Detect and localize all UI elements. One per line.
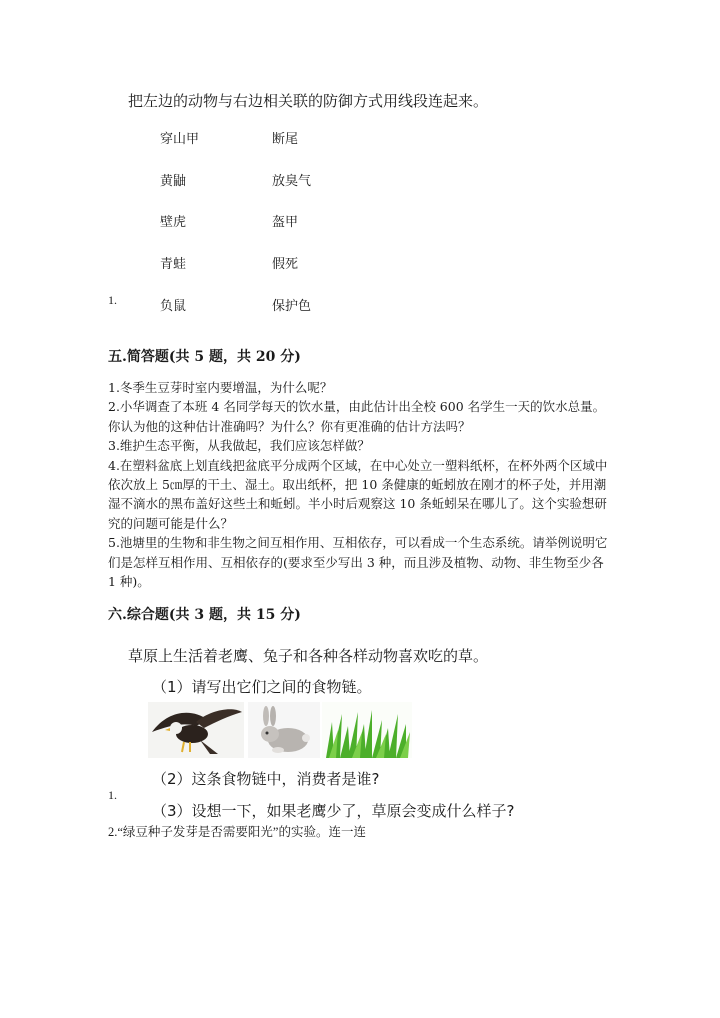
section-title: 五.简答题(共 5 题，共 20 分): [108, 349, 301, 365]
question-text: 2.小华调查了本班 4 名同学每天的饮水量，由此估计出全校 600 名学生一天的饮水总量。你认为他的这种估计准确吗？为什么？你有更准确的估计方法吗？: [108, 399, 606, 434]
matching-right-item: 断尾: [272, 132, 299, 147]
matching-left-item: 负鼠: [160, 299, 187, 314]
section-title: 六.综合题(共 3 题，共 15 分): [108, 607, 301, 623]
sub-question: （2）这条食物链中，消费者是谁?: [152, 770, 380, 788]
question-text: 3.维护生态平衡，从我做起，我们应该怎样做？: [108, 438, 370, 454]
matching-right-item: 盔甲: [272, 215, 299, 230]
question-text: 2.“绿豆种子发芽是否需要阳光”的实验。连一连: [108, 825, 366, 839]
rabbit-image: [248, 702, 320, 758]
matching-right-item: 放臭气: [272, 174, 312, 189]
question-text: 1.冬季生豆芽时室内要增温，为什么呢？: [108, 380, 333, 395]
sub-question: （1）请写出它们之间的食物链。: [152, 678, 372, 696]
sub-question: （3）设想一下，如果老鹰少了，草原会变成什么样子?: [152, 802, 515, 820]
matching-left-item: 穿山甲: [160, 132, 200, 147]
question-text: 5.池塘里的生物和非生物之间互相作用、互相依存，可以看成一个生态系统。请举例说明它们是怎样互相作用、互相依存的(要求至少写出 3 种，而且涉及植物、动物、非生物至少各 1 种)。: [108, 535, 608, 590]
question-intro: 草原上生活着老鹰、兔子和各种各样动物喜欢吃的草。: [128, 647, 489, 665]
matching-left-item: 黄鼬: [160, 174, 187, 189]
matching-instruction: 把左边的动物与右边相关联的防御方式用线段连起来。: [128, 92, 489, 110]
eagle-image: [148, 702, 244, 758]
matching-right-item: 假死: [272, 257, 299, 272]
matching-left-item: 壁虎: [160, 215, 187, 230]
question-number: 1.: [108, 293, 117, 307]
matching-left-item: 青蛙: [160, 257, 187, 272]
matching-right-item: 保护色: [272, 299, 312, 314]
question-number: 1.: [108, 788, 117, 802]
question-text: 4.在塑料盆底上划直线把盆底平分成两个区域，在中心处立一塑料纸杯，在杯外两个区域中依次放上 5㎝厚的干土、湿土。取出纸杯，把 10 条健康的蚯蚓放在刚才的杯子处，并用潮湿不滴水的黑布盖好这些土和蚯蚓。半小时后观察这 10 条蚯蚓呆在哪儿了。这个实验想研究的问题可能是什么？: [108, 457, 608, 531]
grass-image: [322, 702, 412, 758]
short-answer-list: [108, 378, 613, 591]
